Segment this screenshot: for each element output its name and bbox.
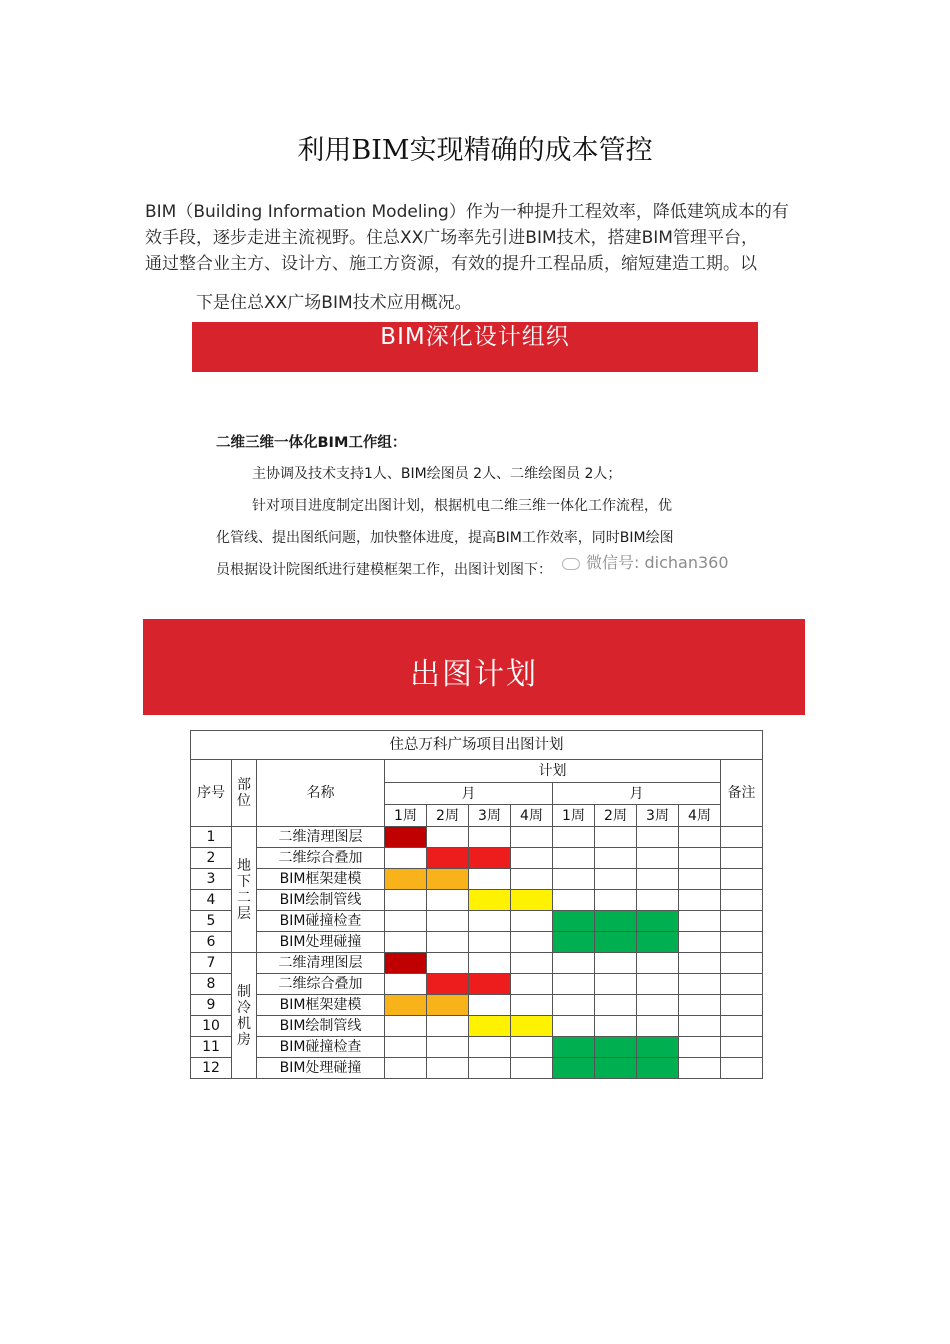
schedule-cell-green: [553, 1058, 595, 1079]
schedule-cell-empty: [385, 974, 427, 995]
header-week: 1周: [385, 805, 427, 827]
table-caption: 住总万科广场项目出图计划: [191, 731, 763, 760]
schedule-cell-empty: [595, 1016, 637, 1037]
header-week: 4周: [511, 805, 553, 827]
row-name: BIM框架建模: [257, 995, 385, 1016]
row-name: 二维综合叠加: [257, 848, 385, 869]
wechat-icon: [562, 558, 580, 570]
row-name: BIM处理碰撞: [257, 1058, 385, 1079]
group-line: 针对项目进度制定出图计划，根据机电二维三维一体化工作流程，优: [252, 498, 672, 514]
table-row: [191, 911, 763, 932]
schedule-cell-empty: [511, 974, 553, 995]
schedule-cell-green: [553, 911, 595, 932]
schedule-cell-green: [637, 1037, 679, 1058]
banner-title: BIM深化设计组织: [380, 324, 570, 350]
schedule-cell-empty: [595, 827, 637, 848]
schedule-cell-green: [553, 932, 595, 953]
schedule-cell-empty: [679, 995, 721, 1016]
schedule-cell-empty: [385, 911, 427, 932]
section-banner-drawing-plan: [143, 619, 805, 715]
header-name: 名称: [257, 760, 385, 827]
schedule-cell-empty: [637, 974, 679, 995]
header-month: 月: [553, 783, 721, 805]
schedule-cell-empty: [637, 953, 679, 974]
table-row: [191, 1016, 763, 1037]
watermark-text: 微信号: dichan360: [586, 553, 729, 572]
schedule-cell-empty: [595, 869, 637, 890]
header-week: 1周: [553, 805, 595, 827]
header-plan: 计划: [385, 760, 721, 783]
schedule-cell-red: [469, 848, 511, 869]
schedule-cell-yellow: [511, 890, 553, 911]
row-seq: 8: [191, 974, 232, 995]
schedule-cell-empty: [511, 953, 553, 974]
row-notes: [721, 890, 763, 911]
schedule-cell-yellow: [511, 1016, 553, 1037]
row-seq: 5: [191, 911, 232, 932]
row-notes: [721, 932, 763, 953]
schedule-cell-empty: [427, 953, 469, 974]
intro-line: BIM（Building Information Modeling）作为一种提升工程效率，降低建筑成本的有: [145, 202, 789, 222]
schedule-cell-empty: [679, 974, 721, 995]
group-line: 化管线、提出图纸问题，加快整体进度，提高BIM工作效率，同时BIM绘图: [216, 530, 674, 546]
schedule-cell-empty: [511, 827, 553, 848]
schedule-cell-empty: [637, 869, 679, 890]
schedule-cell-empty: [595, 953, 637, 974]
group-line: 主协调及技术支持1人、BIM绘图员 2人、二维绘图员 2人；: [252, 466, 622, 482]
row-seq: 7: [191, 953, 232, 974]
table-row: [191, 827, 763, 848]
schedule-cell-empty: [679, 1016, 721, 1037]
row-notes: [721, 974, 763, 995]
schedule-cell-empty: [511, 869, 553, 890]
row-dept: 地下二层: [232, 827, 257, 953]
row-notes: [721, 995, 763, 1016]
schedule-cell-empty: [427, 932, 469, 953]
table-row: [191, 1058, 763, 1079]
header-dept: 部位: [232, 760, 257, 827]
schedule-cell-empty: [679, 827, 721, 848]
row-seq: 6: [191, 932, 232, 953]
schedule-cell-empty: [385, 1037, 427, 1058]
schedule-cell-empty: [679, 1037, 721, 1058]
drawing-plan-table: [190, 730, 763, 1079]
schedule-cell-empty: [679, 932, 721, 953]
schedule-cell-green: [595, 1058, 637, 1079]
row-notes: [721, 869, 763, 890]
schedule-cell-red: [427, 848, 469, 869]
schedule-cell-empty: [385, 932, 427, 953]
table-row: [191, 932, 763, 953]
schedule-cell-empty: [553, 890, 595, 911]
header-week: 3周: [637, 805, 679, 827]
header-week: 2周: [595, 805, 637, 827]
group-line: 员根据设计院图纸进行建模框架工作，出图计划图下：: [216, 562, 552, 578]
schedule-cell-empty: [637, 827, 679, 848]
schedule-cell-empty: [469, 869, 511, 890]
row-name: BIM框架建模: [257, 869, 385, 890]
schedule-cell-orange: [427, 995, 469, 1016]
row-notes: [721, 1037, 763, 1058]
header-week: 2周: [427, 805, 469, 827]
schedule-cell-empty: [469, 932, 511, 953]
schedule-cell-green: [637, 1058, 679, 1079]
banner-title: 出图计划: [410, 657, 538, 692]
schedule-cell-darkred: [385, 827, 427, 848]
row-name: 二维清理图层: [257, 953, 385, 974]
table-row: [191, 869, 763, 890]
row-seq: 9: [191, 995, 232, 1016]
schedule-cell-empty: [385, 890, 427, 911]
schedule-cell-empty: [553, 953, 595, 974]
schedule-cell-empty: [511, 932, 553, 953]
row-seq: 4: [191, 890, 232, 911]
schedule-cell-empty: [427, 1037, 469, 1058]
header-week: 3周: [469, 805, 511, 827]
schedule-cell-yellow: [469, 890, 511, 911]
schedule-cell-empty: [511, 995, 553, 1016]
schedule-cell-empty: [679, 890, 721, 911]
schedule-cell-empty: [637, 890, 679, 911]
row-dept: 制冷机房: [232, 953, 257, 1079]
row-name: BIM绘制管线: [257, 890, 385, 911]
schedule-cell-green: [595, 1037, 637, 1058]
row-notes: [721, 911, 763, 932]
intro-line: 下是住总XX广场BIM技术应用概况。: [196, 293, 472, 313]
schedule-cell-red: [469, 974, 511, 995]
row-name: BIM碰撞检查: [257, 1037, 385, 1058]
row-seq: 12: [191, 1058, 232, 1079]
row-notes: [721, 1016, 763, 1037]
schedule-cell-empty: [469, 827, 511, 848]
schedule-cell-empty: [511, 848, 553, 869]
row-notes: [721, 848, 763, 869]
schedule-cell-empty: [553, 1016, 595, 1037]
schedule-cell-empty: [469, 1037, 511, 1058]
header-notes: 备注: [721, 760, 763, 827]
row-seq: 3: [191, 869, 232, 890]
schedule-cell-empty: [637, 1016, 679, 1037]
table-row: [191, 890, 763, 911]
schedule-cell-empty: [553, 869, 595, 890]
schedule-cell-empty: [553, 974, 595, 995]
schedule-cell-empty: [511, 911, 553, 932]
row-notes: [721, 827, 763, 848]
row-name: BIM绘制管线: [257, 1016, 385, 1037]
schedule-cell-empty: [385, 1016, 427, 1037]
schedule-cell-empty: [427, 827, 469, 848]
schedule-cell-empty: [637, 995, 679, 1016]
row-name: 二维综合叠加: [257, 974, 385, 995]
schedule-cell-empty: [469, 995, 511, 1016]
schedule-cell-yellow: [469, 1016, 511, 1037]
page-title: 利用BIM实现精确的成本管控: [297, 135, 653, 166]
row-name: BIM碰撞检查: [257, 911, 385, 932]
schedule-cell-empty: [595, 974, 637, 995]
group-title: 二维三维一体化BIM工作组：: [216, 435, 407, 451]
table-row: [191, 848, 763, 869]
schedule-cell-green: [637, 911, 679, 932]
schedule-cell-orange: [427, 869, 469, 890]
intro-line: 效手段，逐步走进主流视野。住总XX广场率先引进BIM技术，搭建BIM管理平台，: [145, 228, 758, 248]
schedule-cell-empty: [553, 848, 595, 869]
intro-paragraph: [145, 199, 825, 277]
schedule-cell-empty: [595, 848, 637, 869]
schedule-cell-empty: [469, 953, 511, 974]
row-seq: 2: [191, 848, 232, 869]
wechat-watermark: [562, 550, 729, 573]
schedule-cell-empty: [553, 995, 595, 1016]
table-row: [191, 1037, 763, 1058]
schedule-cell-empty: [427, 890, 469, 911]
schedule-cell-empty: [679, 953, 721, 974]
table-row: [191, 995, 763, 1016]
schedule-cell-green: [595, 911, 637, 932]
schedule-cell-red: [427, 974, 469, 995]
schedule-cell-empty: [427, 911, 469, 932]
schedule-cell-empty: [637, 848, 679, 869]
schedule-cell-empty: [679, 848, 721, 869]
schedule-cell-orange: [385, 869, 427, 890]
schedule-cell-empty: [385, 1058, 427, 1079]
section-banner-bim-design: [192, 322, 758, 372]
schedule-cell-empty: [595, 890, 637, 911]
schedule-cell-empty: [469, 911, 511, 932]
header-week: 4周: [679, 805, 721, 827]
header-seq: 序号: [191, 760, 232, 827]
schedule-cell-green: [637, 932, 679, 953]
row-notes: [721, 1058, 763, 1079]
table-row: [191, 974, 763, 995]
row-name: 二维清理图层: [257, 827, 385, 848]
schedule-cell-green: [553, 1037, 595, 1058]
schedule-cell-empty: [679, 1058, 721, 1079]
schedule-cell-empty: [385, 848, 427, 869]
schedule-cell-empty: [469, 1058, 511, 1079]
schedule-cell-empty: [679, 911, 721, 932]
schedule-cell-orange: [385, 995, 427, 1016]
schedule-cell-empty: [427, 1016, 469, 1037]
header-month: 月: [385, 783, 553, 805]
schedule-cell-empty: [595, 995, 637, 1016]
row-seq: 11: [191, 1037, 232, 1058]
schedule-cell-darkred: [385, 953, 427, 974]
intro-line: 通过整合业主方、设计方、施工方资源，有效的提升工程品质，缩短建造工期。以: [145, 254, 757, 274]
table-row: [191, 953, 763, 974]
schedule-cell-empty: [511, 1058, 553, 1079]
schedule-cell-green: [595, 932, 637, 953]
schedule-cell-empty: [511, 1037, 553, 1058]
row-seq: 1: [191, 827, 232, 848]
row-notes: [721, 953, 763, 974]
row-name: BIM处理碰撞: [257, 932, 385, 953]
schedule-cell-empty: [553, 827, 595, 848]
schedule-cell-empty: [427, 1058, 469, 1079]
row-seq: 10: [191, 1016, 232, 1037]
schedule-cell-empty: [679, 869, 721, 890]
